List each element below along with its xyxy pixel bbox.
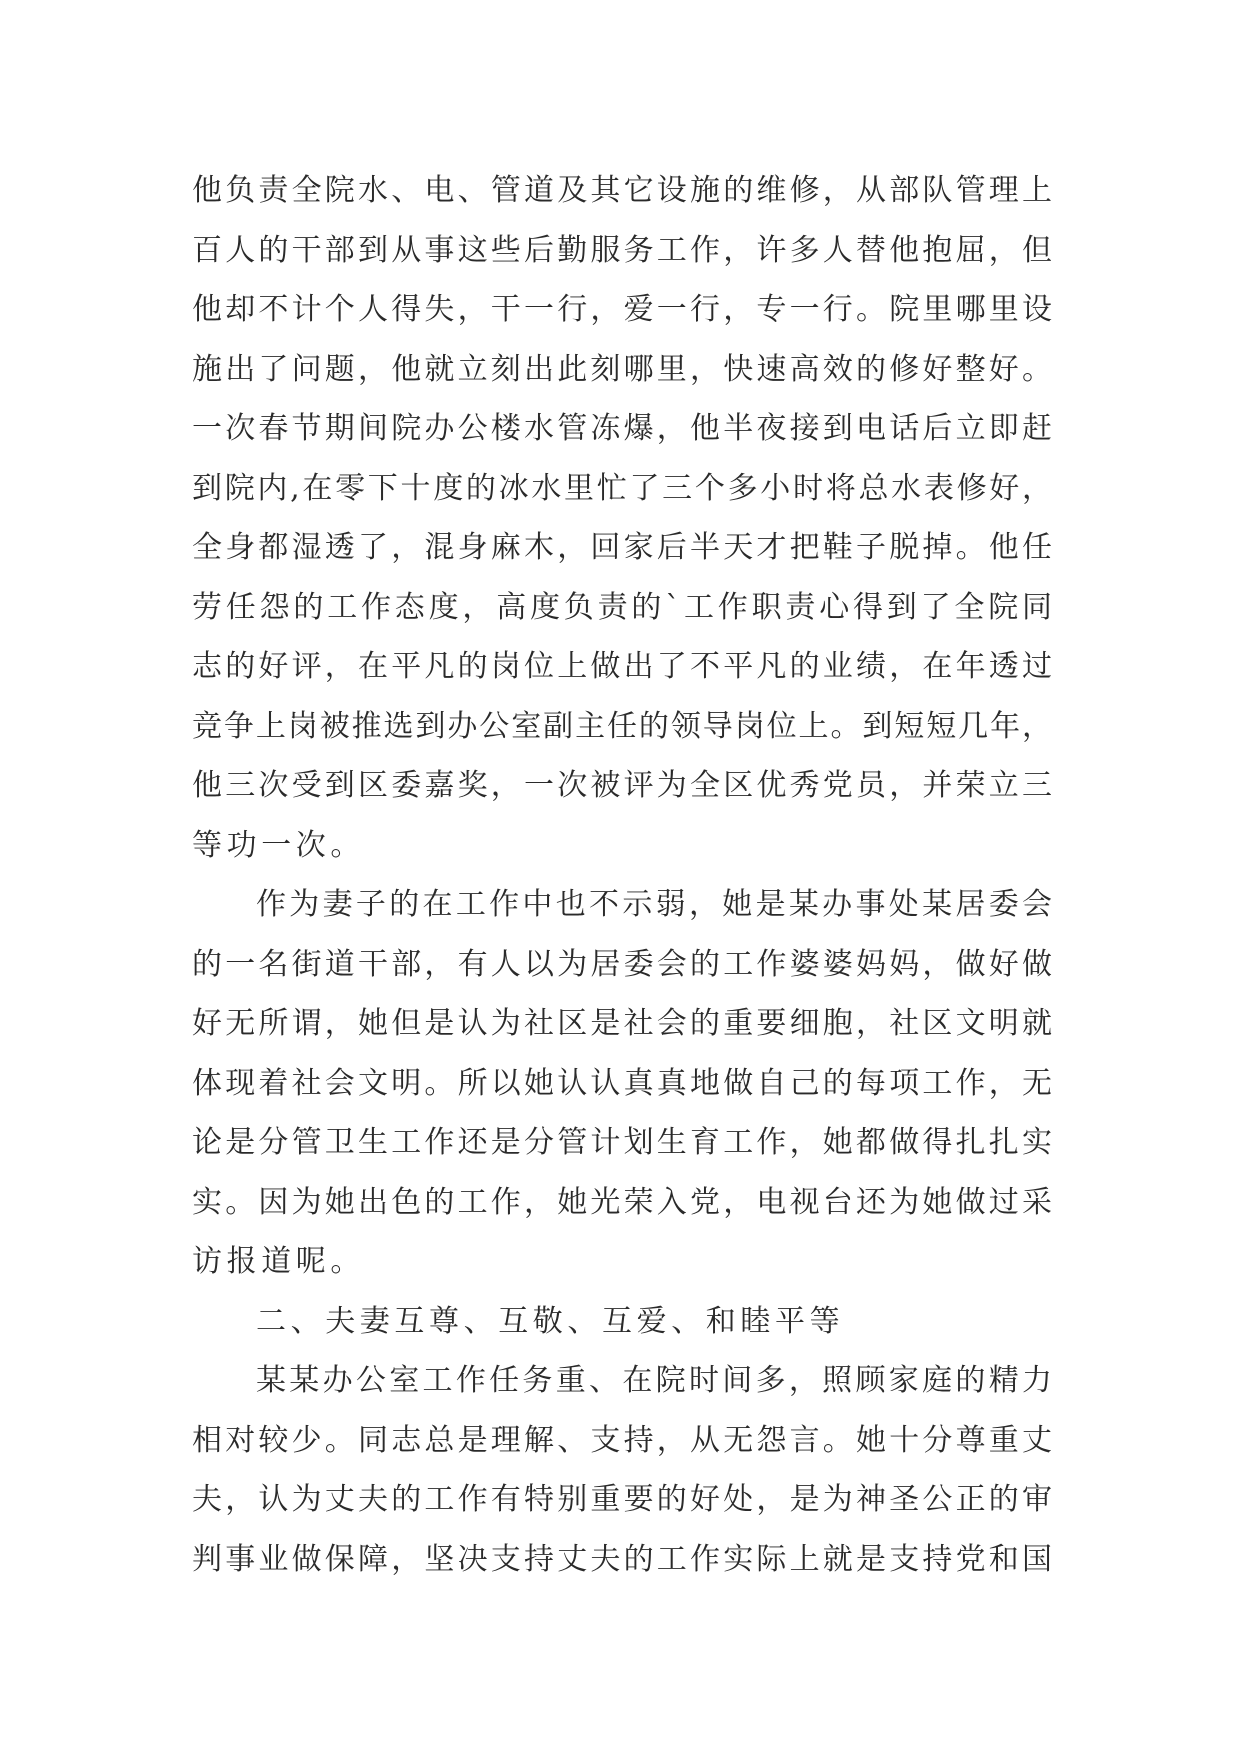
text-line: 相对较少。同志总是理解、支持，从无怨言。她十分尊重丈 [192,1422,1052,1458]
text-line: 访报道呢。 [192,1244,365,1279]
text-line: 夫，认为丈夫的工作有特别重要的好处，是为神圣公正的审 [192,1482,1052,1517]
document-body [192,161,1052,1589]
text-line: 百人的干部到从事这些后勤服务工作，许多人替他抱屈，但 [192,232,1052,268]
text-line: 体现着社会文明。所以她认认真真地做自己的每项工作，无 [192,1065,1052,1101]
text-line: 到院内,在零下十度的冰水里忙了三个多小时将总水表修好， [192,470,1052,506]
text-line: 施出了问题，他就立刻出此刻哪里，快速高效的修好整好。 [192,351,1052,387]
text-line: 等功一次。 [192,827,365,863]
text-line: 竞争上岗被推选到办公室副主任的领导岗位上。到短短几年， [192,708,1052,744]
text-line: 某某办公室工作任务重、在院时间多，照顾家庭的精力 [256,1363,1052,1398]
text-line: 作为妻子的在工作中也不示弱，她是某办事处某居委会 [256,887,1052,922]
text-line: 二、夫妻互尊、互敬、互爱、和睦平等 [256,1303,845,1339]
text-line: 志的好评，在平凡的岗位上做出了不平凡的业绩，在年透过 [192,649,1052,684]
text-line: 劳任怨的工作态度，高度负责的`工作职责心得到了全院同 [192,589,1052,625]
text-line: 他却不计个人得失，干一行，爱一行，专一行。院里哪里设 [192,292,1052,327]
text-line: 他三次受到区委嘉奖，一次被评为全区优秀党员，并荣立三 [192,768,1052,803]
text-line: 好无所谓，她但是认为社区是社会的重要细胞，社区文明就 [192,1006,1052,1041]
text-line: 一次春节期间院办公楼水管冻爆，他半夜接到电话后立即赶 [192,411,1052,446]
text-line: 论是分管卫生工作还是分管计划生育工作，她都做得扎扎实 [192,1125,1052,1160]
text-line: 他负责全院水、电、管道及其它设施的维修，从部队管理上 [192,173,1052,208]
text-line: 的一名街道干部，有人以为居委会的工作婆婆妈妈，做好做 [192,946,1052,982]
text-line: 判事业做保障，坚决支持丈夫的工作实际上就是支持党和国 [192,1541,1052,1577]
text-line: 实。因为她出色的工作，她光荣入党，电视台还为她做过采 [192,1184,1052,1220]
text-line: 全身都湿透了，混身麻木，回家后半天才把鞋子脱掉。他任 [192,530,1052,565]
